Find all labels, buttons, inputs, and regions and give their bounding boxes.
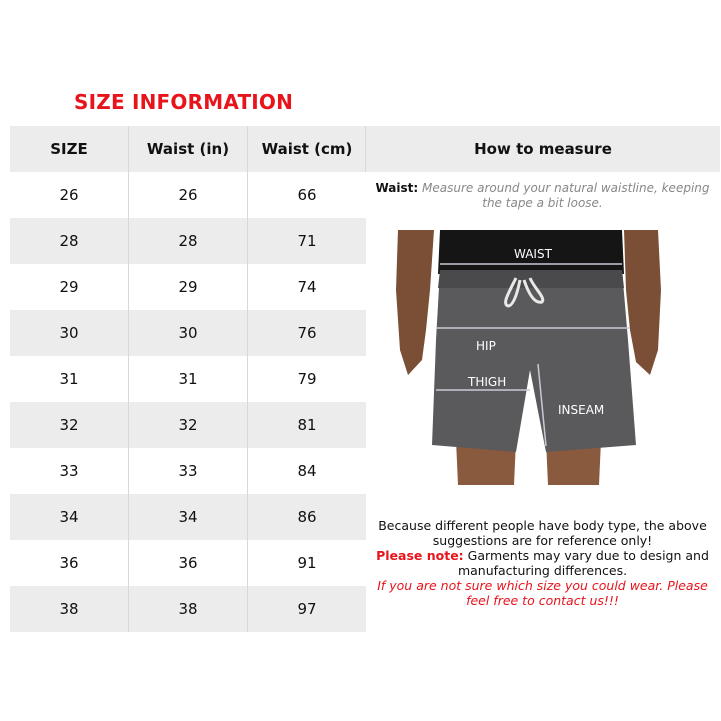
contact-note: If you are not sure which size you could wear. Please feel free to contact us!!! — [377, 578, 708, 608]
cell-size: 38 — [10, 586, 129, 632]
table-row — [10, 586, 366, 632]
table-row — [10, 172, 366, 218]
table-row — [10, 448, 366, 494]
table-row — [10, 264, 366, 310]
reference-note: Because different people have body type, the above suggestions are for reference only! — [378, 518, 707, 548]
please-note — [366, 548, 719, 578]
notes-block — [366, 518, 719, 608]
cell-waist-in: 29 — [129, 264, 248, 310]
cell-waist-cm: 76 — [248, 310, 367, 356]
left-arm — [396, 230, 434, 375]
header-size: SIZE — [10, 126, 129, 172]
right-arm — [624, 230, 661, 375]
label-inseam: INSEAM — [558, 403, 605, 417]
cell-waist-cm: 79 — [248, 356, 367, 402]
cell-waist-in: 32 — [129, 402, 248, 448]
waist-instruction — [370, 181, 715, 211]
cell-waist-cm: 74 — [248, 264, 367, 310]
header-waist-in: Waist (in) — [129, 126, 248, 172]
cell-waist-in: 36 — [129, 540, 248, 586]
how-to-measure-header: How to measure — [365, 126, 720, 172]
waist-text: Measure around your natural waistline, keeping the tape a bit loose. — [422, 181, 710, 210]
cell-waist-cm: 66 — [248, 172, 367, 218]
label-waist: WAIST — [514, 247, 552, 261]
cell-waist-cm: 81 — [248, 402, 367, 448]
cell-waist-cm: 71 — [248, 218, 367, 264]
size-table — [10, 126, 366, 632]
cell-size: 33 — [59, 462, 79, 480]
cell-size: 36 — [59, 554, 79, 572]
table-row — [10, 356, 366, 402]
shorts-measurement-figure — [396, 230, 661, 485]
cell-size: 29 — [59, 278, 79, 296]
cell-waist-cm: 86 — [248, 494, 367, 540]
table-row — [10, 218, 366, 264]
cell-size: 28 — [10, 218, 129, 264]
cell-waist-in: 30 — [129, 310, 248, 356]
cell-size: 30 — [10, 310, 129, 356]
waist-label: Waist: — [375, 181, 419, 195]
please-note-label: Please note: — [376, 548, 464, 563]
cell-size: 26 — [59, 186, 79, 204]
cell-size: 34 — [10, 494, 129, 540]
cell-waist-in: 28 — [129, 218, 248, 264]
table-row — [10, 310, 366, 356]
cell-waist-in: 33 — [129, 448, 248, 494]
table-row — [10, 402, 366, 448]
cell-waist-in: 38 — [129, 586, 248, 632]
label-thigh: THIGH — [468, 375, 507, 389]
page-title: SIZE INFORMATION — [74, 90, 294, 114]
table-header-row — [10, 126, 366, 172]
cell-waist-in: 26 — [129, 172, 248, 218]
table-row — [10, 494, 366, 540]
cell-waist-in: 31 — [129, 356, 248, 402]
table-row — [10, 540, 366, 586]
label-hip: HIP — [476, 339, 496, 353]
header-waist-cm: Waist (cm) — [248, 126, 367, 172]
cell-size: 31 — [59, 370, 79, 388]
cell-waist-in: 34 — [129, 494, 248, 540]
please-note-text: Garments may vary due to design and manufacturing differences. — [457, 548, 709, 578]
cell-size: 32 — [10, 402, 129, 448]
cell-waist-cm: 97 — [248, 586, 367, 632]
cell-waist-cm: 91 — [248, 540, 367, 586]
cell-waist-cm: 84 — [248, 448, 367, 494]
